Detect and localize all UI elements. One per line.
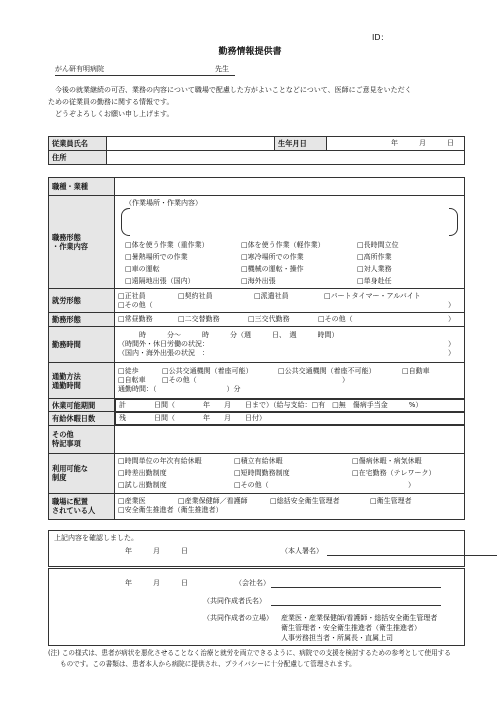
hours-schedule[interactable]: 時 分〜 時 分（週 日、 週 時間）: [118, 331, 339, 340]
duty-cell: □常昼勤務 □二交替勤務 □三交代勤務 □その他（ ）: [115, 313, 465, 327]
job-label: 職種・業種: [49, 178, 115, 196]
sys-hourly-leave-option[interactable]: □時間単位の年次有給休暇: [118, 456, 202, 465]
commute-public-seated-option[interactable]: □公共交通機関（着座可能）: [162, 367, 253, 376]
employment-label: 就労形態: [49, 289, 115, 313]
wt-cold-option[interactable]: □寒冷場所での作業: [241, 252, 304, 261]
commute-cell: [115, 363, 465, 399]
paid-leave-field[interactable]: 残 日間（ 年 月 日付）: [115, 412, 465, 425]
confirmation-box: [48, 530, 465, 567]
sys-other-option[interactable]: □その他（: [234, 480, 269, 489]
hours-label: 勤務時間: [49, 327, 115, 363]
company-box: [48, 568, 465, 646]
staff-nurse-option[interactable]: □産業保健師／看護師: [178, 497, 248, 506]
commute-public-standing-option[interactable]: □公共交通機関（着座不可能）: [278, 367, 376, 376]
work-info-table: [48, 177, 465, 520]
wt-hot-option[interactable]: □暑熱場所での作業: [125, 252, 188, 261]
paid-leave-label: 有給休暇日数: [49, 412, 115, 425]
work-type-label: 職務形態 ・作業内容: [49, 196, 115, 289]
trip-status[interactable]: （国内・海外出張の状況 ：: [118, 348, 209, 357]
wt-light-option[interactable]: □体を使う作業（軽作業）: [241, 240, 325, 249]
work-type-cell: [115, 196, 465, 289]
wt-overseas-trip-option[interactable]: □海外出張: [241, 276, 276, 285]
employment-cell: □正社員 □契約社員 □派遣社員 □パートタイマー・アルバイト □その他（ ）: [115, 289, 465, 313]
commute-other-option[interactable]: □その他（: [162, 376, 197, 385]
special-notes-field[interactable]: [115, 425, 465, 453]
confirmation-text: 上記内容を確認しました。: [54, 534, 138, 542]
staff-hygiene-manager-option[interactable]: □衛生管理者: [370, 497, 412, 506]
work-detail-caption: （作業場所・作業内容）: [125, 199, 202, 207]
intro-line-2: ための従業員の勤務に関する情報です。: [48, 98, 174, 106]
employee-name-label: 従業員氏名: [49, 137, 107, 151]
wt-height-option[interactable]: □高所作業: [357, 252, 392, 261]
address-label: 住所: [49, 151, 107, 165]
page-title: 勤務情報提供書: [218, 47, 282, 57]
staff-label: 職場に配置 されている人: [49, 493, 115, 519]
work-type-options: [125, 239, 399, 287]
wt-domestic-trip-option[interactable]: □遠隔地出張（国内）: [125, 276, 195, 285]
duty-day-option[interactable]: □常昼勤務: [118, 315, 153, 324]
intro-line-1: 今後の就業継続の可否、業務の内容について職場で配慮した方がよいことなどについて、医師にご意見をいただく: [55, 86, 412, 94]
wt-heavy-option[interactable]: □体を使う作業（重作業）: [125, 240, 209, 249]
wt-people-option[interactable]: □対人業務: [357, 264, 392, 273]
emp-part-time-option[interactable]: □パートタイマー・アルバイト: [324, 291, 421, 300]
staff-general-manager-option[interactable]: □総括安全衛生管理者: [270, 497, 340, 506]
employee-name-field[interactable]: [107, 137, 275, 151]
commute-label: 通勤方法 通勤時間: [49, 363, 115, 399]
company-name-label: （会社名）: [235, 579, 270, 587]
sys-sick-leave-option[interactable]: □傷病休暇・病気休暇: [352, 456, 422, 465]
role-options-1[interactable]: 産業医・産業保健師/看護師・総括安全衛生管理者: [281, 614, 438, 622]
emp-contract-option[interactable]: □契約社員: [178, 291, 213, 300]
commute-car-option[interactable]: □自動車: [402, 367, 430, 376]
commute-walk-option[interactable]: □徒歩: [118, 367, 139, 376]
role-options-2[interactable]: 衛生管理者・安全衛生推進者（衛生推進者）: [281, 624, 421, 632]
duty-other-option[interactable]: □その他（: [318, 315, 353, 324]
sys-short-hours-option[interactable]: □短時間勤務制度: [234, 468, 290, 477]
staff-promoter-option[interactable]: □安全衛生推進者（衛生推進者）: [118, 506, 223, 514]
emp-regular-option[interactable]: □正社員: [118, 291, 146, 300]
job-field[interactable]: [115, 178, 465, 196]
sys-accumulated-leave-option[interactable]: □積立有給休暇: [234, 456, 283, 465]
birth-date-label: 生年月日: [275, 137, 327, 151]
note-line-1: (注) この様式は、患者が病状を悪化させることなく治療と就労を両立できるように、病院での支援を検討するための参考として使用する: [48, 649, 451, 657]
birth-date-field[interactable]: 年 月 日: [327, 137, 465, 151]
commute-other-close: ）: [342, 376, 349, 385]
confirmation-date[interactable]: 年 月 日: [125, 547, 188, 555]
wt-single-option[interactable]: □単身赴任: [357, 276, 392, 285]
co-author-label: （共同作成者氏名）: [203, 597, 266, 605]
duty-label: 勤務形態: [49, 313, 115, 327]
sys-other-close: ）: [408, 480, 415, 489]
wt-driving-option[interactable]: □車の運転: [125, 264, 160, 273]
emp-other-option[interactable]: □その他（: [118, 300, 153, 309]
id-label: ID：: [372, 33, 389, 42]
addressee-line: [55, 65, 235, 76]
special-notes-label: その他 特記事項: [49, 425, 115, 453]
leave-label: 休業可能期間: [49, 399, 115, 412]
co-author-line[interactable]: [271, 605, 441, 606]
duty-two-shift-option[interactable]: □二交替勤務: [178, 315, 220, 324]
signature-line[interactable]: [327, 555, 497, 556]
system-cell: [115, 453, 465, 493]
intro-line-3: どうぞよろしくお願い申し上げます。: [55, 110, 174, 118]
company-date[interactable]: 年 月 日: [125, 579, 188, 587]
wt-machine-option[interactable]: □機械の運転・操作: [241, 264, 304, 273]
employee-table: [48, 136, 465, 165]
signature-label: （本人署名）: [281, 547, 323, 555]
role-options-3[interactable]: 人事労務担当者・所属長・直属上司: [281, 634, 393, 642]
leave-field[interactable]: 計 日間（ 年 月 日まで）（給与支給：□有 □無 傷病手当金 %）: [115, 399, 465, 412]
hours-cell: 時 分〜 時 分（週 日、 週 時間） （時間外・休日労働の状況： ） （国内・海外出張の状況 ： ）: [115, 327, 465, 363]
note-line-2: ものです。この書類は、患者本人から病院に提供され、プライバシーに十分配慮して管理されます。: [60, 660, 356, 668]
sys-telework-option[interactable]: □在宅勤務（テレワーク）: [352, 468, 436, 477]
commute-bicycle-option[interactable]: □自転車: [118, 376, 146, 385]
commute-time[interactable]: 通勤時間：（ ）分: [118, 384, 241, 393]
address-field[interactable]: [107, 151, 465, 165]
doctor-suffix: 先生: [215, 65, 229, 73]
right-bracket: [449, 208, 458, 236]
staff-cell: [115, 493, 465, 519]
emp-dispatch-option[interactable]: □派遣社員: [254, 291, 289, 300]
co-author-role-label: （共同作成者の立場）: [203, 614, 273, 622]
company-name-line[interactable]: [271, 587, 441, 588]
hospital-name: がん研有明病院: [55, 65, 104, 73]
wt-standing-option[interactable]: □長時間立位: [357, 240, 399, 249]
sys-staggered-option[interactable]: □時差出勤制度: [118, 468, 167, 477]
system-label: 利用可能な 制度: [49, 453, 115, 493]
left-bracket: [121, 208, 130, 236]
overtime-status[interactable]: （時間外・休日労働の状況：: [118, 340, 209, 349]
staff-physician-option[interactable]: □産業医: [118, 497, 146, 506]
sys-trial-option[interactable]: □試し出勤制度: [118, 480, 167, 489]
duty-three-shift-option[interactable]: □三交代勤務: [248, 315, 290, 324]
